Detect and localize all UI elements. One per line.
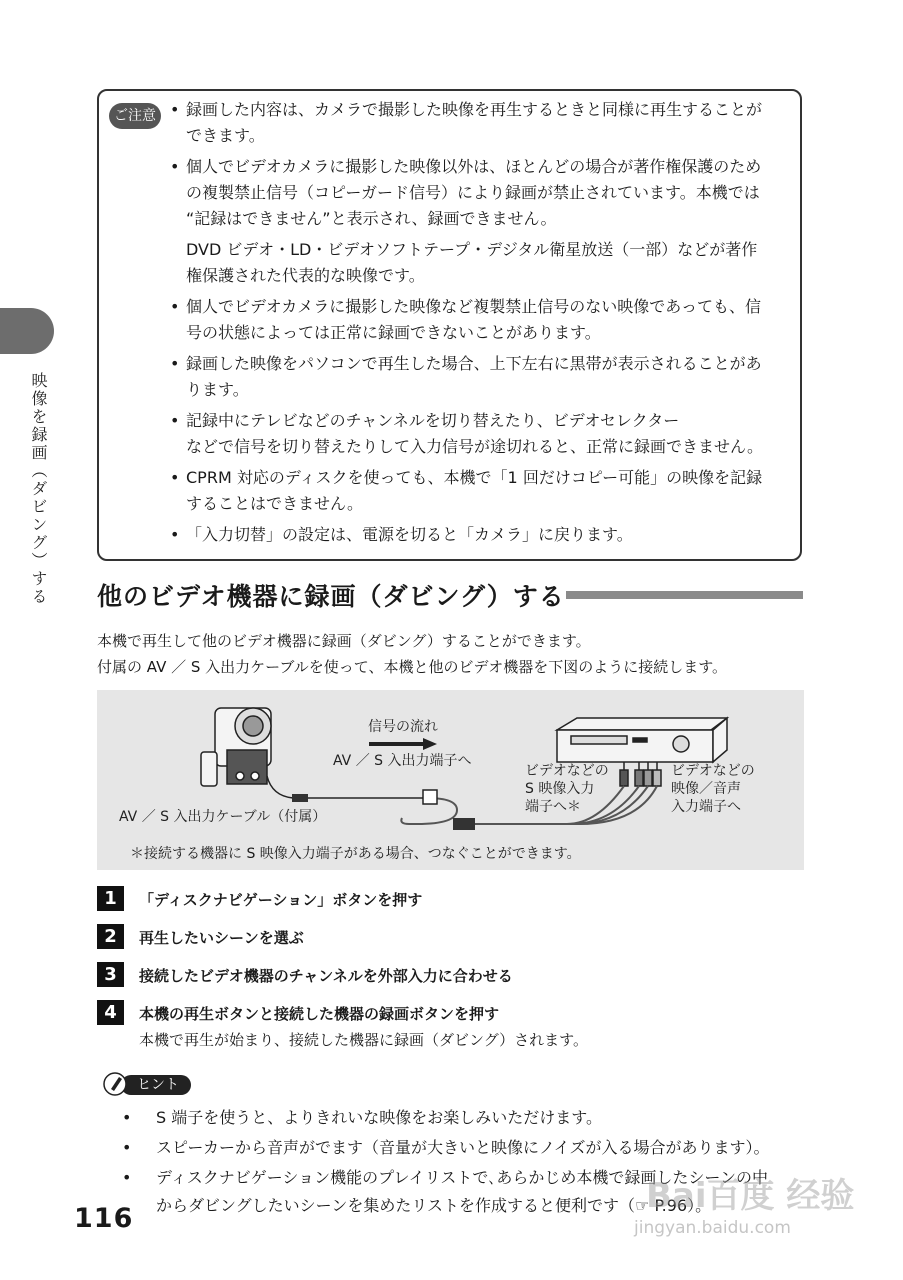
step-number: 2 bbox=[97, 924, 124, 949]
s-video-line: S 映像入力 bbox=[525, 781, 595, 797]
caution-list bbox=[170, 97, 795, 553]
step-text: 「ディスクナビゲーション」ボタンを押す bbox=[139, 891, 423, 909]
section-title: 他のビデオ機器に録画（ダビング）する bbox=[97, 582, 565, 611]
bullet: • bbox=[122, 1138, 132, 1157]
caution-line: することはできません。 bbox=[186, 494, 363, 513]
cable-label: AV ／ S 入出力ケーブル（付属） bbox=[119, 809, 327, 825]
step-text: 本機の再生ボタンと接続した機器の録画ボタンを押す bbox=[139, 1005, 500, 1023]
av-terminal-label: AV ／ S 入出力端子へ bbox=[333, 753, 472, 769]
hint-item bbox=[122, 1104, 602, 1132]
hint-text: ディスクナビゲーション機能のプレイリストで､あらかじめ本機で録画したシーンの中 bbox=[156, 1168, 769, 1187]
camcorder-illustration bbox=[201, 708, 293, 798]
step-text: 接続したビデオ機器のチャンネルを外部入力に合わせる bbox=[139, 967, 513, 985]
caution-item bbox=[170, 408, 795, 460]
intro-line: 本機で再生して他のビデオ機器に録画（ダビング）することができます。 bbox=[97, 632, 591, 650]
s-video-line: 端子へ＊ bbox=[525, 799, 581, 815]
caution-line: • 個人でビデオカメラに撮影した映像以外は、ほとんどの場合が著作権保護のため bbox=[186, 157, 762, 176]
caution-item bbox=[170, 154, 795, 289]
step-subtext: 本機で再生が始まり、接続した機器に録画（ダビング）されます。 bbox=[139, 1031, 588, 1049]
watermark-url: jingyan.baidu.com bbox=[634, 1218, 791, 1238]
caution-line: • 記録中にテレビなどのチャンネルを切り替えたり、ビデオセレクター bbox=[186, 411, 680, 430]
hint-text: スピーカーから音声がでます（音量が大きいと映像にノイズが入る場合があります）。 bbox=[156, 1138, 770, 1157]
hint-badge bbox=[101, 1071, 193, 1097]
av-in-line: 映像／音声 bbox=[671, 781, 741, 797]
bullet: • bbox=[122, 1108, 132, 1127]
step-number: 1 bbox=[97, 886, 124, 911]
caution-line: の複製禁止信号（コピーガード信号）により録画が禁止されています。本機では bbox=[186, 183, 760, 202]
caution-line: • 録画した映像をパソコンで再生した場合、上下左右に黒帯が表示されることがあ bbox=[186, 354, 762, 373]
hint-item bbox=[122, 1134, 770, 1162]
caution-line: ります。 bbox=[186, 380, 249, 399]
caution-line: • CPRM 対応のディスクを使っても、本機で「1 回だけコピー可能」の映像を記録 bbox=[186, 468, 763, 487]
caution-line: 号の状態によっては正常に録画できないことがあります。 bbox=[186, 323, 601, 342]
caution-line: などで信号を切り替えたりして入力信号が途切れると、正常に録画できません。 bbox=[186, 437, 763, 456]
caution-line: • 「入力切替」の設定は、電源を切ると「カメラ」に戻ります。 bbox=[186, 525, 633, 544]
s-video-line: ビデオなどの bbox=[525, 763, 609, 779]
step-number: 4 bbox=[97, 1000, 124, 1025]
vcr-illustration bbox=[557, 718, 727, 762]
caution-item bbox=[170, 465, 795, 517]
caution-line: DVD ビデオ・LD・ビデオソフトテープ・デジタル衛星放送（一部）などが著作 bbox=[186, 240, 758, 259]
caution-item bbox=[170, 97, 795, 149]
hint-item-continued: からダビングしたいシーンを集めたリストを作成すると便利です（☞ P.96）。 bbox=[156, 1196, 712, 1215]
caution-item bbox=[170, 351, 795, 403]
av-in-line: 入力端子へ bbox=[671, 799, 741, 815]
caution-item bbox=[170, 294, 795, 346]
step-number: 3 bbox=[97, 962, 124, 987]
caution-line: できます。 bbox=[186, 126, 265, 145]
chapter-label: 映像を録画（ダビング）する bbox=[29, 372, 48, 606]
caution-line: • 録画した内容は、カメラで撮影した映像を再生するときと同様に再生することが bbox=[186, 100, 763, 119]
s-video-label bbox=[525, 762, 609, 816]
diagram-note: ＊接続する機器に S 映像入力端子がある場合、つなぐことができます。 bbox=[130, 846, 581, 862]
hint-text: S 端子を使うと、よりきれいな映像をお楽しみいただけます。 bbox=[156, 1108, 602, 1127]
chapter-tab bbox=[0, 308, 54, 354]
caution-line: “記録はできません”と表示され、録画できません。 bbox=[186, 209, 557, 228]
intro-line: 付属の AV ／ S 入出力ケーブルを使って、本機と他のビデオ機器を下図のように接続します。 bbox=[97, 658, 728, 676]
page-number: 116 bbox=[74, 1203, 134, 1234]
step-text: 再生したいシーンを選ぶ bbox=[139, 929, 304, 947]
title-rule bbox=[566, 591, 803, 599]
watermark-logo: Bai百度 经验 bbox=[646, 1176, 855, 1216]
caution-badge: ご注意 bbox=[109, 103, 161, 129]
caution-line: • 個人でビデオカメラに撮影した映像など複製禁止信号のない映像であっても、信 bbox=[186, 297, 762, 316]
av-in-line: ビデオなどの bbox=[671, 763, 755, 779]
hint-label: ヒント bbox=[137, 1077, 179, 1093]
bullet: • bbox=[122, 1168, 132, 1187]
caution-item bbox=[170, 522, 795, 548]
caution-line: 権保護された代表的な映像です。 bbox=[186, 266, 425, 285]
av-in-label bbox=[671, 762, 755, 816]
signal-flow-label: 信号の流れ bbox=[368, 719, 438, 735]
